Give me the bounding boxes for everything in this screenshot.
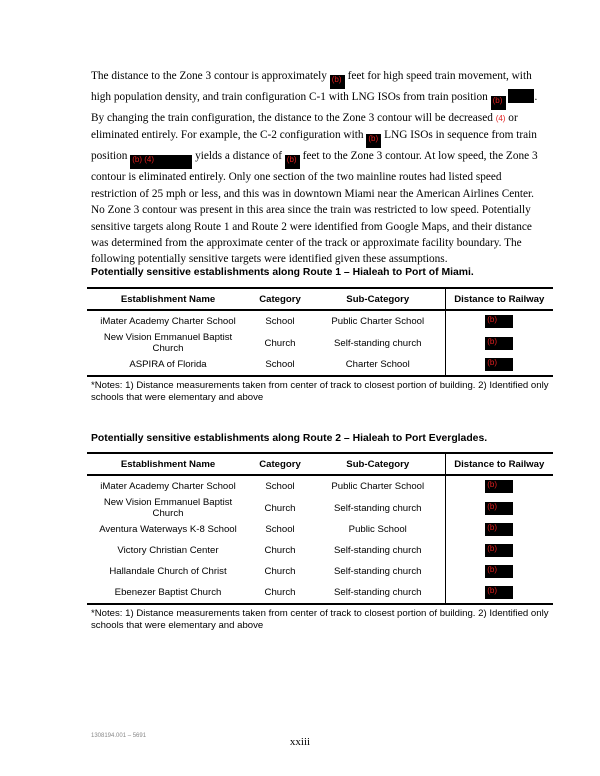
cell-name: New Vision Emmanuel Baptist Church <box>103 497 233 519</box>
cell-subcategory: Self-standing church <box>334 502 422 514</box>
cell-subcategory: Public School <box>348 524 407 535</box>
route2-table <box>87 452 553 605</box>
redaction-box: (b) <box>366 134 381 148</box>
redaction-box: (b) <box>491 96 506 110</box>
cell-category: Church <box>264 502 296 514</box>
cell-category: Church <box>264 566 296 577</box>
cell-category: School <box>249 354 311 376</box>
table-row <box>87 475 553 497</box>
route1-title: Potentially sensitive establishments along Route 1 – Hialeah to Port of Miami. <box>91 267 474 278</box>
redaction-code: (4) <box>495 114 506 123</box>
col-header-name: Establishment Name <box>87 453 249 475</box>
cell-category: School <box>265 481 295 492</box>
route1-table <box>87 287 553 377</box>
table-row <box>87 332 553 354</box>
cell-subcategory: Self-standing church <box>334 566 422 577</box>
redaction-box: (b) <box>485 586 513 599</box>
redaction-box: (b) <box>485 358 513 371</box>
redaction-box: (b) <box>485 523 513 536</box>
page-number: xxiii <box>289 736 311 748</box>
text-segment: LNG ISOs in sequence from train position <box>91 129 537 163</box>
table-row <box>87 354 553 376</box>
cell-category: School <box>265 524 295 535</box>
cell-category: Church <box>264 337 296 349</box>
col-header-distance: Distance to Railway <box>445 453 553 475</box>
cell-name: ASPIRA of Florida <box>87 354 249 376</box>
cell-name: New Vision Emmanuel Baptist Church <box>103 332 233 354</box>
cell-distance <box>445 332 553 354</box>
document-id: 1308194.001 – 5691 <box>91 733 147 739</box>
redaction-box: (b) <box>485 315 513 328</box>
route1-note: *Notes: 1) Distance measurements taken from center of track to closest portion of building. 2) Identified only schools that were elementary and above <box>91 380 549 403</box>
col-header-subcategory: Sub-Category <box>311 288 445 310</box>
cell-distance <box>445 310 553 332</box>
table-row <box>87 540 553 561</box>
redaction-box: (b) <box>485 544 513 557</box>
cell-subcategory: Self-standing church <box>311 582 445 604</box>
table-row <box>87 519 553 540</box>
route2-note: *Notes: 1) Distance measurements taken from center of track to closest portion of building. 2) Identified only schools that were elementary and above <box>91 608 549 631</box>
text-segment: The distance to the Zone 3 contour is approximately <box>91 70 327 82</box>
cell-distance <box>445 497 553 519</box>
text-segment: feet for high speed train movement, with high population density, and train configuration C-1 with LNG ISOs from train position <box>91 70 532 103</box>
table-row <box>87 582 553 604</box>
cell-category: Church <box>264 545 296 556</box>
cell-distance <box>445 540 553 561</box>
redaction-box: (b) <box>485 337 513 350</box>
body-paragraph <box>91 68 546 268</box>
table-row <box>87 497 553 519</box>
redaction-box: (b) <box>330 75 345 89</box>
cell-subcategory: Charter School <box>311 354 445 376</box>
table-row <box>87 561 553 582</box>
cell-name: Aventura Waterways K-8 School <box>99 524 237 535</box>
col-header-category: Category <box>249 453 311 475</box>
table-header-row <box>87 288 553 310</box>
redaction-box: (b) <box>485 565 513 578</box>
cell-category: School <box>265 316 295 327</box>
col-header-subcategory: Sub-Category <box>311 453 445 475</box>
redaction-box: (b) <box>285 155 300 169</box>
cell-distance <box>445 519 553 540</box>
col-header-category: Category <box>249 288 311 310</box>
table-row <box>87 310 553 332</box>
redaction-box: (b) <box>485 480 513 493</box>
cell-subcategory: Public Charter School <box>331 481 425 492</box>
cell-distance <box>445 475 553 497</box>
cell-category: Church <box>249 582 311 604</box>
cell-distance <box>445 354 553 376</box>
cell-name: Ebenezer Baptist Church <box>87 582 249 604</box>
route2-title: Potentially sensitive establishments along Route 2 – Hialeah to Port Everglades. <box>91 433 488 444</box>
cell-subcategory: Public Charter School <box>331 316 425 327</box>
text-segment: feet to the Zone 3 contour. At low speed, the Zone 3 contour is eliminated entirely. Only one section of the two mainline routes had listed speed restriction of 25 mph or less, and this was in downtown Miami near the American Airlines Center. No Zone 3 contour was present in this area since the train was restricted to low speed. Potentially sensitive targets along Route 1 and Route 2 were identified from Google Maps, and their distance was determined from the approximate center of the track or approximate facility boundary. The following potentially sensitive targets were identified given these assumptions. <box>91 150 538 266</box>
cell-distance <box>445 582 553 604</box>
table-header-row <box>87 453 553 475</box>
redaction-box: (b) <box>485 502 513 515</box>
col-header-distance: Distance to Railway <box>445 288 553 310</box>
redaction-box <box>508 89 534 103</box>
text-segment: or eliminated entirely. For example, the C-2 configuration with <box>91 112 518 142</box>
cell-name: iMater Academy Charter School <box>100 316 236 327</box>
text-segment: yields a distance of <box>195 150 282 163</box>
cell-name: Hallandale Church of Christ <box>109 566 227 577</box>
cell-name: Victory Christian Center <box>117 545 219 556</box>
redaction-box: (b) (4) <box>130 155 192 169</box>
cell-name: iMater Academy Charter School <box>100 481 236 492</box>
cell-distance <box>445 561 553 582</box>
cell-subcategory: Self-standing church <box>334 337 422 349</box>
col-header-name: Establishment Name <box>87 288 249 310</box>
cell-subcategory: Self-standing church <box>334 545 422 556</box>
text-segment: . By changing the train configuration, the distance to the Zone 3 contour will be decreased <box>91 91 538 124</box>
